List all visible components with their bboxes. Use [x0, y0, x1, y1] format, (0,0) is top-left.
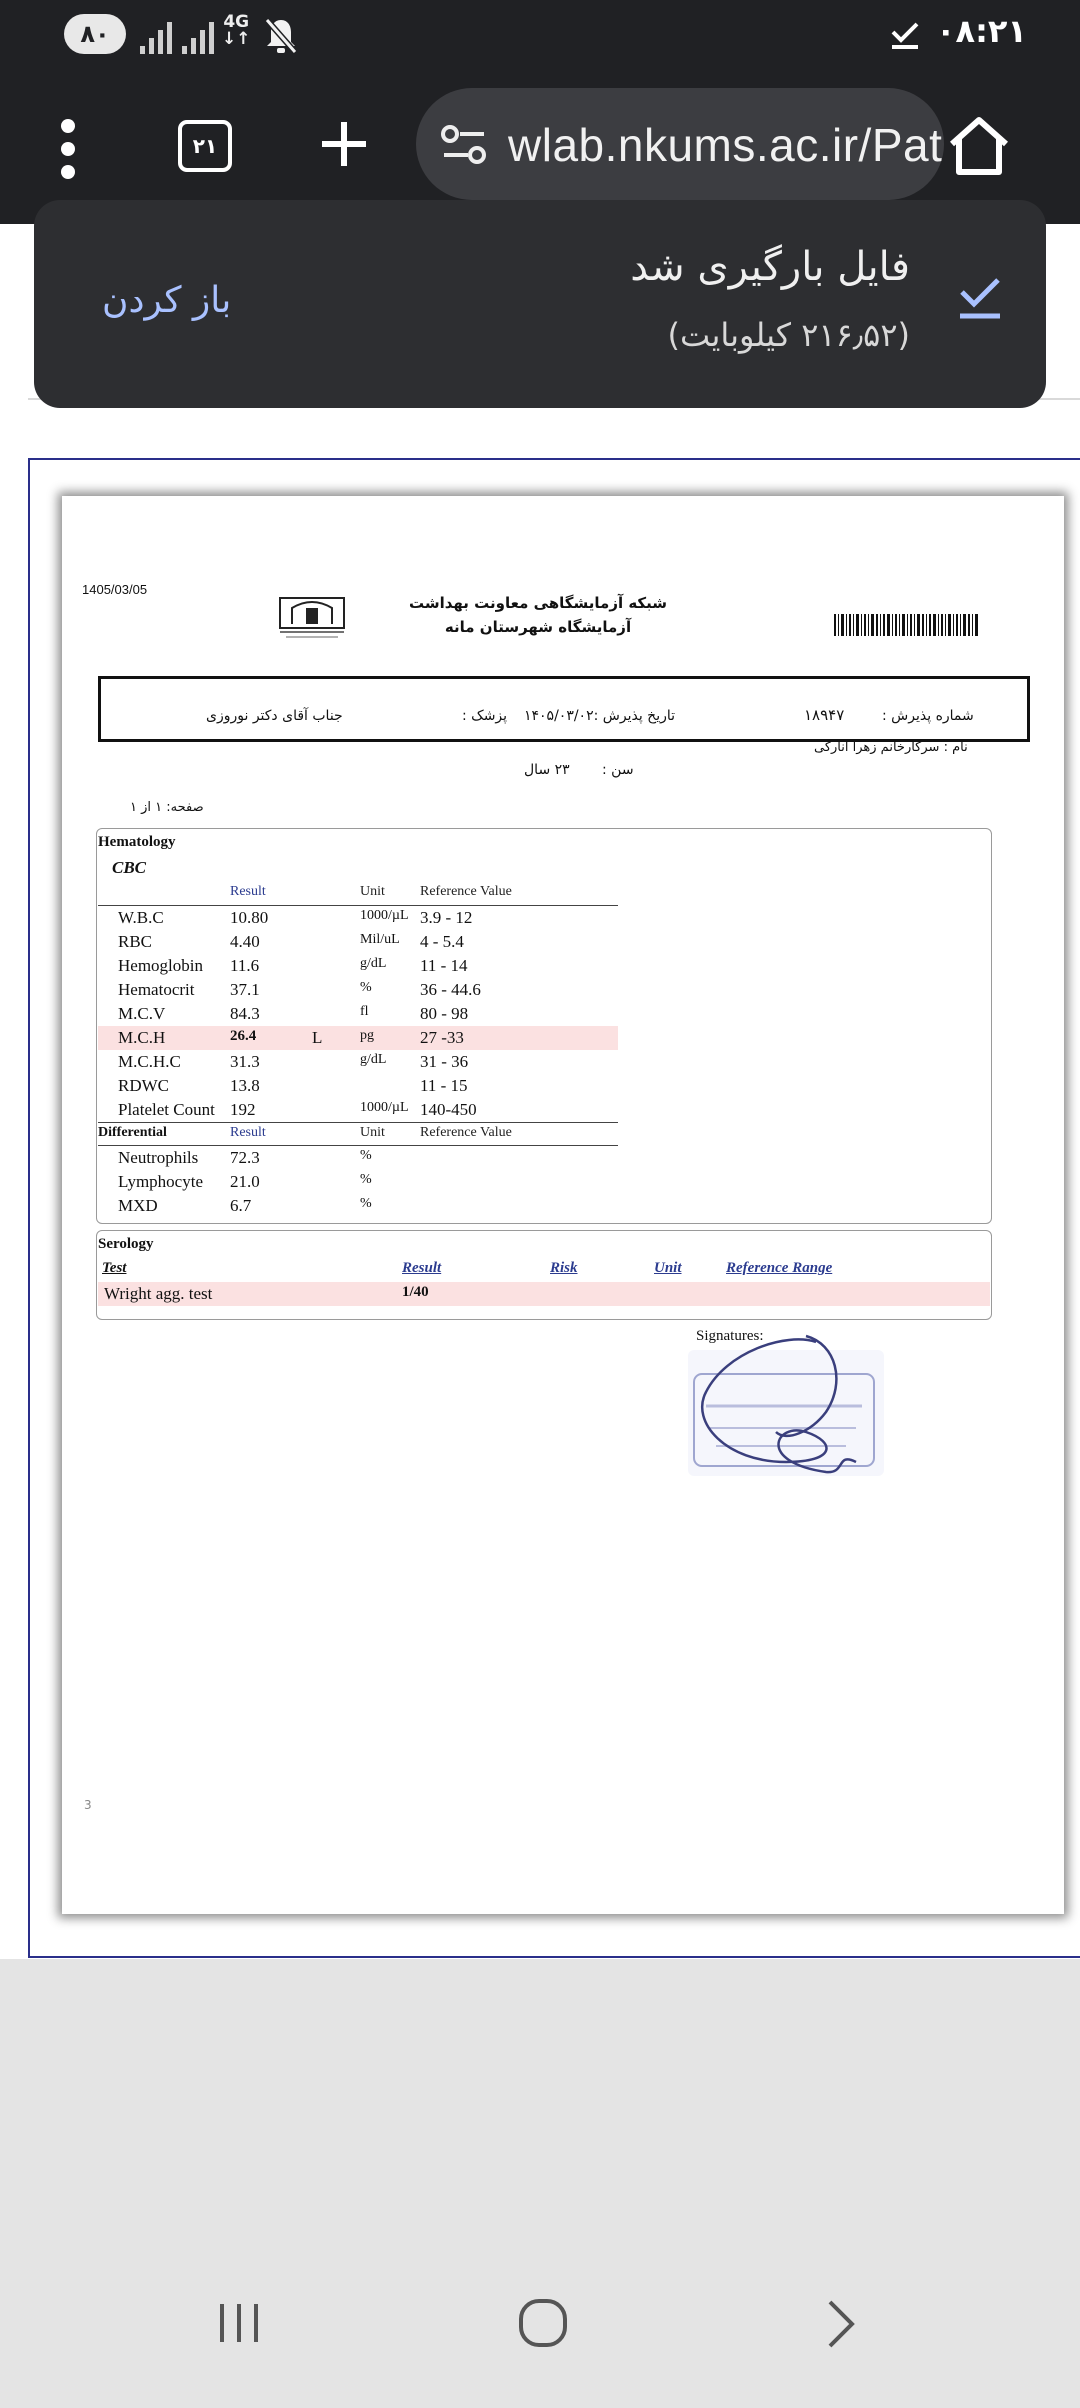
- cbc-row: [98, 1050, 618, 1074]
- test-reference: 11 - 14: [420, 956, 468, 975]
- test-unit: %: [360, 1172, 372, 1187]
- sero-col-test: Test: [102, 1260, 127, 1276]
- download-done-icon: [890, 20, 920, 50]
- signal-icon-2: [182, 18, 214, 54]
- test-name: M.C.H.C: [118, 1052, 181, 1071]
- open-file-button[interactable]: باز کردن: [102, 280, 232, 321]
- test-name: M.C.H: [118, 1028, 166, 1047]
- test-reference: 27 -33: [420, 1028, 464, 1047]
- test-reference: 140-450: [420, 1100, 477, 1119]
- col-unit-header: Unit: [360, 884, 385, 899]
- university-logo-icon: [272, 594, 352, 642]
- mute-icon: [264, 16, 298, 56]
- test-result: 13.8: [230, 1076, 260, 1095]
- diff-result-header: Result: [230, 1125, 266, 1140]
- sero-test-result: 1/40: [402, 1284, 429, 1300]
- test-unit: 1000/µL: [360, 908, 409, 923]
- sero-col-risk: Risk: [550, 1260, 578, 1276]
- test-unit: fl: [360, 1004, 369, 1019]
- test-result: 4.40: [230, 932, 260, 951]
- signal-icon: [140, 18, 172, 54]
- cbc-title: CBC: [112, 858, 147, 877]
- test-name: RBC: [118, 932, 153, 951]
- sero-col-result: Result: [402, 1260, 442, 1276]
- test-reference: 4 - 5.4: [420, 932, 464, 951]
- url-text[interactable]: wlab.nkums.ac.ir/Pat: [508, 119, 943, 171]
- differential-title: Differential: [98, 1125, 167, 1140]
- test-result: 31.3: [230, 1052, 260, 1071]
- print-date: 1405/03/05: [82, 582, 148, 597]
- differential-header-row: [98, 1122, 618, 1146]
- test-result: 84.3: [230, 1004, 260, 1023]
- footer-page-number: 3: [84, 1798, 92, 1812]
- cbc-row: [98, 978, 618, 1002]
- admission-number: ۱۸۹۴۷: [804, 706, 845, 724]
- cbc-row: [98, 1026, 618, 1050]
- test-unit: pg: [360, 1028, 374, 1043]
- test-unit: %: [360, 980, 372, 995]
- cbc-row: [98, 1074, 618, 1098]
- new-tab-icon[interactable]: [318, 118, 370, 170]
- test-reference: 80 - 98: [420, 1004, 469, 1023]
- status-bar: [0, 0, 1080, 70]
- cbc-header-row: [98, 882, 618, 906]
- test-result: 26.4: [230, 1028, 257, 1044]
- age-label: سن :: [602, 762, 634, 778]
- test-result: 37.1: [230, 980, 260, 999]
- test-name: Platelet Count: [118, 1100, 215, 1119]
- test-unit: %: [360, 1196, 372, 1211]
- test-unit: g/dL: [360, 956, 387, 971]
- sero-row-highlight: [98, 1282, 990, 1306]
- test-result: 21.0: [230, 1172, 260, 1191]
- test-flag: L: [312, 1028, 323, 1047]
- col-ref-header: Reference Value: [420, 884, 512, 899]
- test-name: W.B.C: [118, 908, 164, 927]
- system-navigation-bar: [0, 2258, 1080, 2408]
- cbc-row: [98, 1098, 618, 1122]
- physician-label: پزشک :: [462, 708, 508, 724]
- cbc-row: [98, 1002, 618, 1026]
- network-type: 4G ↓↑: [222, 12, 251, 49]
- address-bar[interactable]: [416, 88, 944, 200]
- physician-name: جناب آقای دکتر نوروزی: [206, 708, 343, 724]
- diff-unit-header: Unit: [360, 1125, 385, 1140]
- sero-test-name: Wright agg. test: [104, 1284, 213, 1303]
- col-result-header: Result: [230, 884, 266, 899]
- tab-switcher-button[interactable]: ۲۱: [178, 120, 232, 172]
- test-unit: Mil/uL: [360, 932, 400, 947]
- patient-name: نام : سرکارخانم زهرا اناركی: [814, 740, 968, 755]
- admission-date: تاریخ پذیرش :۱۴۰۵/۰۳/۰۲: [524, 708, 676, 724]
- page-indicator: صفحه: ۱ از ۱: [130, 800, 204, 815]
- cbc-row: [98, 906, 618, 930]
- org-name: شبکه آزمایشگاهی معاونت بهداشت: [408, 594, 668, 612]
- differential-row: [98, 1170, 618, 1194]
- back-icon[interactable]: [820, 2298, 860, 2350]
- test-name: RDWC: [118, 1076, 169, 1095]
- hematology-title: Hematology: [98, 834, 176, 850]
- test-name: Neutrophils: [118, 1148, 199, 1167]
- site-settings-icon[interactable]: [440, 124, 488, 166]
- serology-title: Serology: [98, 1236, 154, 1252]
- download-done-icon: [958, 274, 1002, 322]
- test-name: Hematocrit: [118, 980, 195, 999]
- barcode-image: [834, 614, 980, 636]
- doctor-stamp-signature: [686, 1322, 896, 1482]
- download-complete-snackbar: [34, 200, 1046, 408]
- differential-row: [98, 1194, 618, 1218]
- test-result: 10.80: [230, 908, 269, 927]
- test-reference: 31 - 36: [420, 1052, 469, 1071]
- test-unit: g/dL: [360, 1052, 387, 1067]
- lab-report-page[interactable]: [62, 496, 1064, 1914]
- download-title: فایل بارگیری شد: [630, 244, 910, 290]
- sero-col-ref: Reference Range: [726, 1260, 833, 1276]
- sero-col-unit: Unit: [654, 1260, 682, 1276]
- test-reference: 11 - 15: [420, 1076, 468, 1095]
- test-name: MXD: [118, 1196, 158, 1215]
- test-result: 192: [230, 1100, 256, 1119]
- lab-name: آزمایشگاه شهرستان مانه: [444, 618, 632, 636]
- cbc-row: [98, 954, 618, 978]
- cbc-row: [98, 930, 618, 954]
- battery-indicator: ۸۰: [64, 14, 126, 54]
- home-icon[interactable]: [944, 114, 1014, 178]
- admission-number-label: شماره پذیرش :: [882, 708, 974, 724]
- diff-ref-header: Reference Value: [420, 1125, 512, 1140]
- test-unit: %: [360, 1148, 372, 1163]
- download-file-size: (۲۱۶٫۵۲ کیلوبایت): [667, 316, 910, 354]
- differential-row: [98, 1146, 618, 1170]
- test-reference: 36 - 44.6: [420, 980, 481, 999]
- test-name: M.C.V: [118, 1004, 166, 1023]
- test-result: 72.3: [230, 1148, 260, 1167]
- signatures-label: Signatures:: [696, 1328, 764, 1344]
- more-menu-icon[interactable]: [48, 118, 88, 180]
- test-name: Lymphocyte: [118, 1172, 203, 1191]
- test-result: 11.6: [230, 956, 260, 975]
- home-button-icon[interactable]: [516, 2296, 570, 2350]
- clock: ۰۸:۲۱: [936, 12, 1027, 50]
- recent-apps-icon[interactable]: [214, 2298, 264, 2348]
- test-result: 6.7: [230, 1196, 252, 1215]
- serology-section: [96, 1230, 992, 1320]
- test-reference: 3.9 - 12: [420, 908, 473, 927]
- patient-age: ۲۳ سال: [524, 762, 570, 778]
- test-unit: 1000/µL: [360, 1100, 409, 1115]
- test-name: Hemoglobin: [118, 956, 203, 975]
